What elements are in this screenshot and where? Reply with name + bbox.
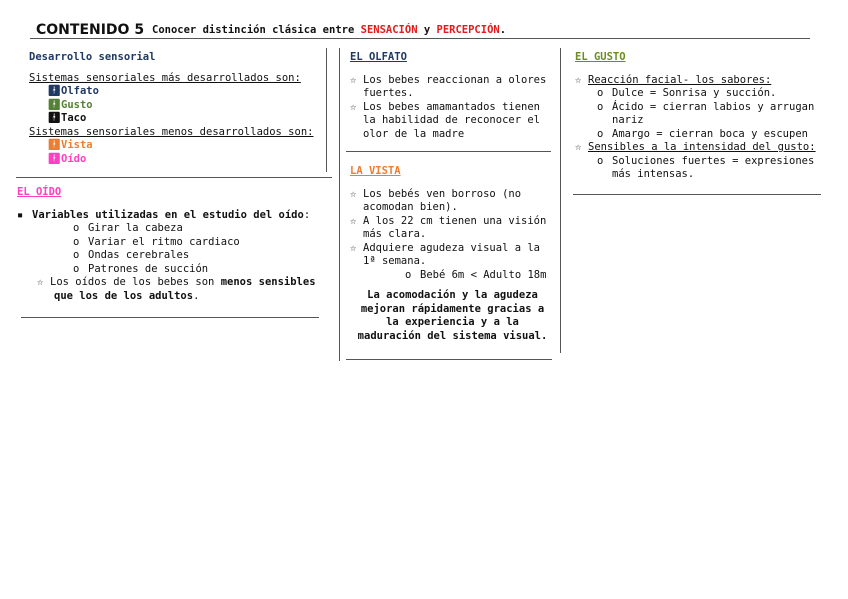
list-item: 🚹︎Oído [47,152,87,165]
star-outline-icon: ☆ [350,73,357,86]
list-item: ☆ Los bebes amamantados tienen la habilidad de reconocer el olor de la madre [350,100,541,140]
circle-bullet-icon: o [73,235,80,248]
page-subtitle [152,24,506,36]
keyword-percepcion: PERCEPCIÓN [436,24,500,36]
page-title: CONTENIDO 5 [36,22,145,38]
sensitive-heading: ☆ Sensibles a la intensidad del gusto: [575,141,816,153]
star-outline-icon: ☆ [575,141,582,153]
section-rule [346,151,551,152]
less-developed-heading: Sistemas sensoriales menos desarrollados son: [29,125,314,138]
column-divider [326,48,327,172]
section-rule [21,317,319,318]
list-item: o Soluciones fuertes = expresiones más intensas. [597,154,815,180]
list-item: o Ondas cerebrales [73,249,190,261]
age-comparison: o Bebé 6m < Adulto 18m [405,268,547,281]
oido-note: ☆ Los oídos de los bebes son menos sensibles que los de los adultos. [37,276,316,302]
section-rule [346,359,552,360]
circle-bullet-icon: o [597,127,604,140]
subtitle-text: Conocer distinción clásica entre [152,24,361,36]
more-developed-list [29,85,339,126]
reaction-heading: ☆ Reacción facial- los sabores: [575,73,772,86]
oido-bullet: ▪ Variables utilizadas en el estudio del oído: [17,208,311,221]
list-item: 🚹︎Vista [47,139,93,151]
list-item: ☆ Adquiere agudeza visual a la 1ª semana. [350,241,541,267]
star-outline-icon: ☆ [350,214,357,227]
person-figure-icon: 🚹︎ [47,152,61,165]
circle-bullet-icon: o [73,262,80,275]
vista-conclusion: La acomodación y la agudeza mejoran rápidamente gracias a la experiencia y a la maduración del sistema visual. [357,289,548,342]
variables-list [17,222,335,276]
list-item: 🚹︎Olfato [47,85,99,97]
list-item: o Amargo = cierran boca y escupen [597,127,808,140]
list-item: 🚹︎Taco [47,112,87,124]
list-item: o Girar la cabeza [73,222,183,234]
star-outline-icon: ☆ [350,100,357,113]
subtitle-connector: y [417,24,437,36]
gusto-section [575,51,841,182]
column-divider [560,48,561,353]
subtitle-period: . [499,24,507,36]
star-outline-icon: ☆ [37,276,44,288]
reactions-list [575,87,841,141]
person-figure-icon: 🚹︎ [47,112,61,124]
more-developed-heading: Sistemas sensoriales más desarrollados son: [29,71,301,84]
person-figure-icon: 🚹︎ [47,85,61,97]
header-rule [30,38,810,39]
person-figure-icon: 🚹︎ [47,98,61,111]
star-outline-icon: ☆ [350,187,357,200]
circle-bullet-icon: o [597,100,604,113]
circle-bullet-icon: o [597,154,604,167]
oido-title: EL OÍDO [17,186,62,198]
square-bullet-icon: ▪ [17,208,24,221]
less-developed-list [29,139,339,166]
list-item: o Patrones de succión [73,262,209,275]
sensitive-list [575,155,841,182]
keyword-sensacion: SENSACIÓN [360,24,418,36]
olfato-title: EL OLFATO [350,51,407,63]
vista-title: LA VISTA [350,165,401,177]
olfato-section [350,51,553,141]
vista-section [350,165,555,343]
gusto-title: EL GUSTO [575,51,626,63]
list-item: o Ácido = cierran labios y arrugan nariz [597,100,815,126]
list-item: 🚹︎Gusto [47,98,93,111]
circle-bullet-icon: o [73,249,80,261]
list-item: ☆ Los bebes reaccionan a olores fuertes. [350,73,547,99]
section-rule [16,177,332,178]
list-item: ☆ Los bebés ven borroso (no acomodan bien). [350,187,522,213]
desarrollo-title: Desarrollo sensorial [29,51,156,63]
person-figure-icon: 🚹︎ [47,139,61,151]
section-rule [573,194,821,195]
desarrollo-section [29,51,339,166]
circle-bullet-icon: o [597,87,604,99]
list-item: o Dulce = Sonrisa y succión. [597,87,777,99]
star-outline-icon: ☆ [350,241,357,254]
list-item: ☆ A los 22 cm tienen una visión más clara. [350,214,547,240]
star-outline-icon: ☆ [575,73,582,86]
column-divider [339,48,340,361]
oido-section [17,186,335,303]
circle-bullet-icon: o [73,222,80,234]
circle-bullet-icon: o [405,268,412,281]
list-item: o Variar el ritmo cardiaco [73,235,240,248]
